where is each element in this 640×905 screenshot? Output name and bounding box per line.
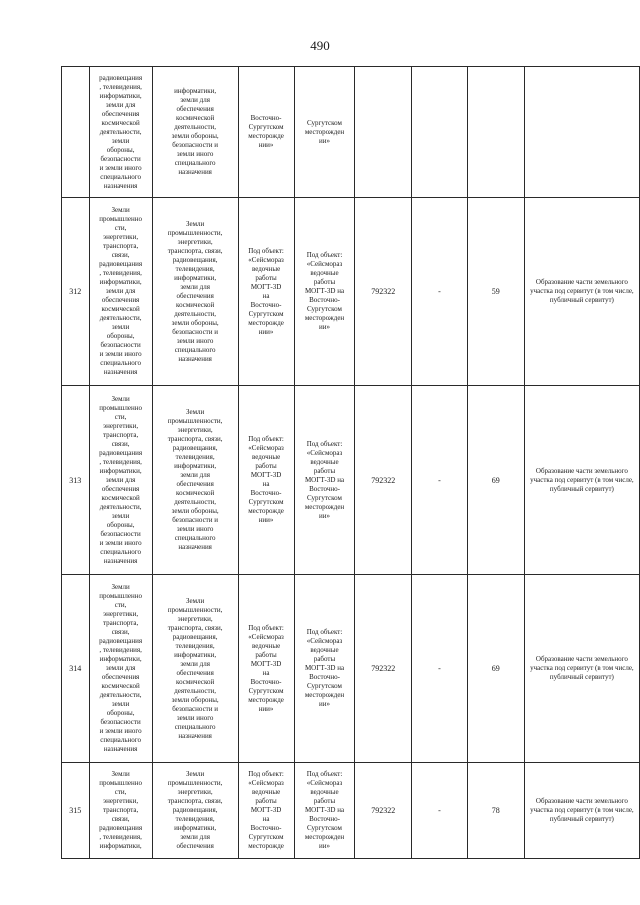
row-number	[62, 67, 90, 198]
object-name-cell-2: Под объект: «Сейсмораз ведочные работы МОГТ-3D на Восточно- Сургутском месторожден ии»	[294, 198, 355, 386]
area-cell: 78	[467, 763, 524, 859]
object-name-cell-2: Под объект: «Сейсмораз ведочные работы МОГТ-3D на Восточно- Сургутском месторожден ии»	[294, 386, 355, 575]
code-cell: 792322	[355, 763, 412, 859]
permitted-use-cell: Земли промышленности, энергетики, транспорта, связи, радиовещания, телевидения, информатики, земли для обеспечения	[152, 763, 238, 859]
row-number: 315	[62, 763, 90, 859]
land-category-cell: Земли промышленно сти, энергетики, транспорта, связи, радиовещания , телевидения, информатики, земли для обеспечения космической деятельности, земли обороны, безопасности и земли иного специального назначения	[89, 198, 152, 386]
dash-cell: -	[412, 575, 468, 763]
row-number: 313	[62, 386, 90, 575]
area-cell: 69	[467, 386, 524, 575]
area-cell	[467, 67, 524, 198]
area-cell: 59	[467, 198, 524, 386]
permitted-use-cell: Земли промышленности, энергетики, транспорта, связи, радиовещания, телевидения, информатики, земли для обеспечения космической деятельности, земли обороны, безопасности и земли иного специального назначения	[152, 198, 238, 386]
permitted-use-cell: Земли промышленности, энергетики, транспорта, связи, радиовещания, телевидения, информатики, земли для обеспечения космической деятельности, земли обороны, безопасности и земли иного специального назначения	[152, 386, 238, 575]
purpose-cell: Образование части земельного участка под сервитут (в том числе, публичный сервитут)	[524, 198, 639, 386]
land-category-cell: Земли промышленно сти, энергетики, транспорта, связи, радиовещания , телевидения, информатики, земли для обеспечения космической деятельности, земли обороны, безопасности и земли иного специального назначения	[89, 386, 152, 575]
land-category-cell: радиовещания , телевидения, информатики, земли для обеспечения космической деятельности, земли обороны, безопасности и земли иного специального назначения	[89, 67, 152, 198]
object-name-cell: Восточно- Сургутском месторожде нии»	[238, 67, 294, 198]
purpose-cell: Образование части земельного участка под сервитут (в том числе, публичный сервитут)	[524, 763, 639, 859]
dash-cell: -	[412, 386, 468, 575]
dash-cell: -	[412, 763, 468, 859]
object-name-cell-2: Под объект: «Сейсмораз ведочные работы МОГТ-3D на Восточно- Сургутском месторожден ии»	[294, 763, 355, 859]
row-number: 312	[62, 198, 90, 386]
purpose-cell: Образование части земельного участка под сервитут (в том числе, публичный сервитут)	[524, 575, 639, 763]
dash-cell: -	[412, 198, 468, 386]
page-number: 490	[310, 38, 330, 53]
land-category-cell: Земли промышленно сти, энергетики, транспорта, связи, радиовещания , телевидения, информатики,	[89, 763, 152, 859]
object-name-cell: Под объект: «Сейсмораз ведочные работы МОГТ-3D на Восточно- Сургутском месторожде нии»	[238, 198, 294, 386]
land-plot-table	[61, 66, 640, 859]
code-cell	[355, 67, 412, 198]
permitted-use-cell: Земли промышленности, энергетики, транспорта, связи, радиовещания, телевидения, информатики, земли для обеспечения космической деятельности, земли обороны, безопасности и земли иного специального назначения	[152, 575, 238, 763]
code-cell: 792322	[355, 386, 412, 575]
code-cell: 792322	[355, 198, 412, 386]
permitted-use-cell: информатики, земли для обеспечения космической деятельности, земли обороны, безопасности и земли иного специального назначения	[152, 67, 238, 198]
row-number: 314	[62, 575, 90, 763]
dash-cell	[412, 67, 468, 198]
code-cell: 792322	[355, 575, 412, 763]
purpose-cell: Образование части земельного участка под сервитут (в том числе, публичный сервитут)	[524, 386, 639, 575]
table-row	[62, 67, 640, 198]
object-name-cell: Под объект: «Сейсмораз ведочные работы МОГТ-3D на Восточно- Сургутском месторожде нии»	[238, 386, 294, 575]
table-row	[62, 386, 640, 575]
purpose-cell	[524, 67, 639, 198]
object-name-cell-2: Сургутском месторожден ии»	[294, 67, 355, 198]
table-row	[62, 763, 640, 859]
table-row	[62, 575, 640, 763]
object-name-cell-2: Под объект: «Сейсмораз ведочные работы МОГТ-3D на Восточно- Сургутском месторожден ии»	[294, 575, 355, 763]
object-name-cell: Под объект: «Сейсмораз ведочные работы МОГТ-3D на Восточно- Сургутском месторожде нии»	[238, 575, 294, 763]
land-category-cell: Земли промышленно сти, энергетики, транспорта, связи, радиовещания , телевидения, информатики, земли для обеспечения космической деятельности, земли обороны, безопасности и земли иного специального назначения	[89, 575, 152, 763]
table-row	[62, 198, 640, 386]
object-name-cell: Под объект: «Сейсмораз ведочные работы МОГТ-3D на Восточно- Сургутском месторожде	[238, 763, 294, 859]
area-cell: 69	[467, 575, 524, 763]
